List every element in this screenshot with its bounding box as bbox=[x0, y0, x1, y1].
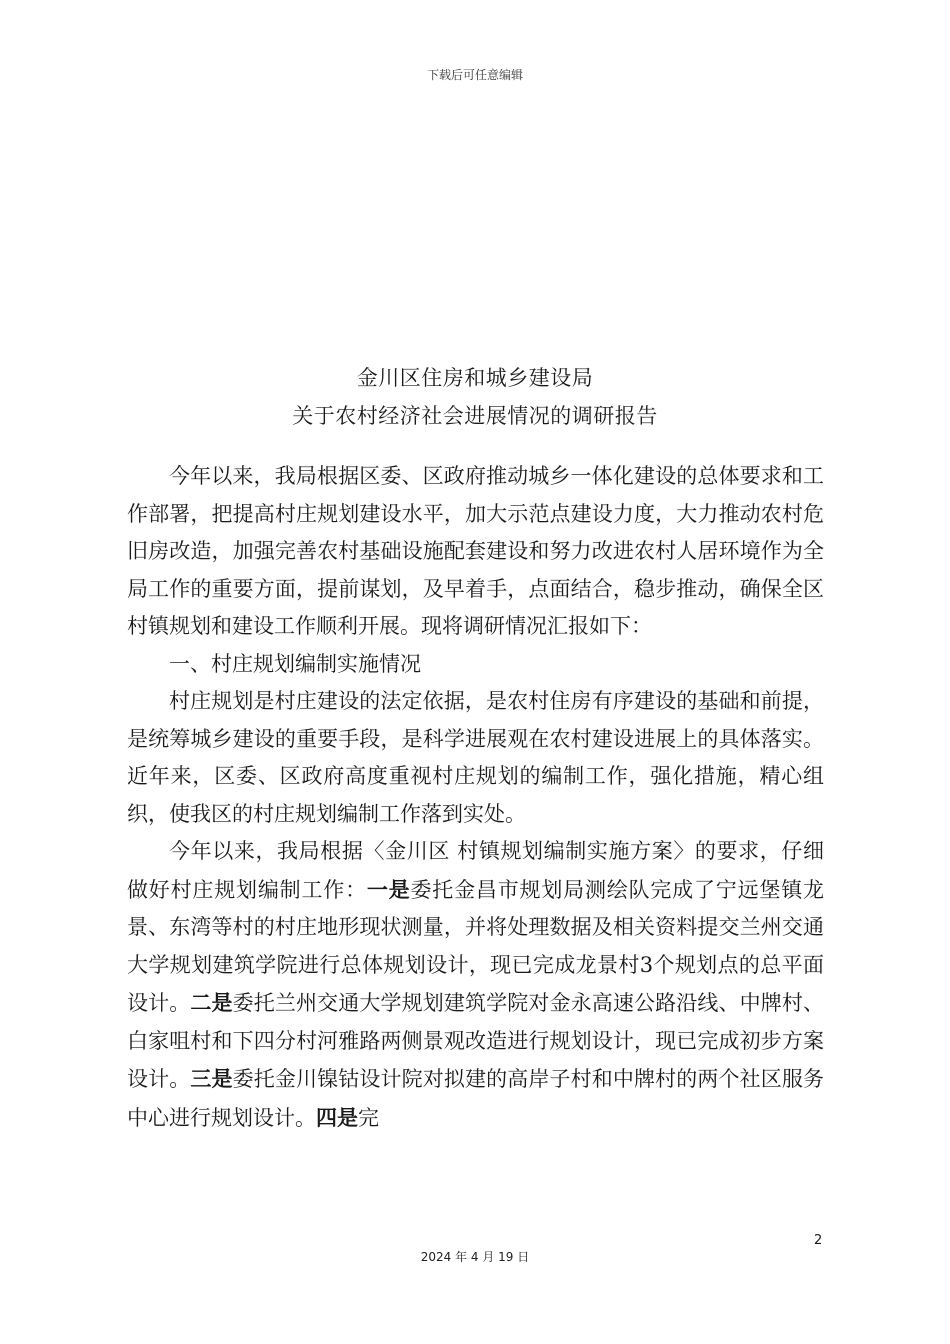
page-number: 2 bbox=[814, 1233, 823, 1248]
item-marker-1: 一是 bbox=[366, 876, 411, 902]
header-note: 下载后可任意编辑 bbox=[426, 68, 523, 82]
item-marker-2: 二是 bbox=[190, 990, 233, 1015]
item-text-1: 委托金昌市规划局测绘队完成了宁远堡镇龙景、东湾等村的村庄地形现状测量，并将处理数据及相关资料提交兰州交通大学规划建筑学院进行总体规划设计，现已完成龙景村3个规划点的总平面设计。 bbox=[127, 877, 825, 1015]
paragraph-village-planning: 村庄规划是村庄建设的法定依据，是农村住房有序建设的基础和前提，是统筹城乡建设的重要手段，是科学进展观在农村建设进展上的具体落实。近年来，区委、区政府高度重视村庄规划的编制工作，强化措施，精心组织，使我区的村庄规划编制工作落到实处。 bbox=[127, 689, 824, 826]
paragraph-intro: 今年以来，我局根据区委、区政府推动城乡一体化建设的总体要求和工作部署，把提高村庄规划建设水平，加大示范点建设力度，大力推动农村危旧房改造，加强完善农村基础设施配套建设和努力改进农村人居环境作为全局工作的重要方面，提前谋划，及早着手，点面结合，稳步推动，确保全区村镇规划和建设工作顺利开展。现将调研情况汇报如下： bbox=[127, 464, 824, 638]
document-body bbox=[127, 458, 824, 1137]
section-heading-1: 一、村庄规划编制实施情况 bbox=[169, 651, 421, 676]
item-marker-3: 三是 bbox=[190, 1066, 233, 1091]
document-title-line2: 关于农村经济社会进展情况的调研报告 bbox=[292, 404, 658, 428]
document-title-line1: 金川区住房和城乡建设局 bbox=[356, 366, 594, 390]
item-text-3: 委托金川镍钴设计院对拟建的高岸子村和中牌村的两个社区服务中心进行规划设计。 bbox=[127, 1067, 824, 1130]
paragraph-intro-text: 今年以来，我局根据〈金川区 村镇规划编制实施方案〉的要求，仔细做好村庄规划编制工作： bbox=[127, 839, 824, 902]
item-marker-4: 四是 bbox=[316, 1104, 358, 1130]
item-text-2: 委托兰州交通大学规划建筑学院对金永高速公路沿线、中牌村、白家咀村和下四分村河雅路两侧景观改造进行规划设计，现已完成初步方案设计。 bbox=[127, 991, 824, 1091]
footer-date: 2024 年 4 月 19 日 bbox=[420, 1250, 530, 1264]
item-text-4: 完 bbox=[358, 1105, 379, 1130]
paragraph-planning-work bbox=[127, 833, 824, 1137]
